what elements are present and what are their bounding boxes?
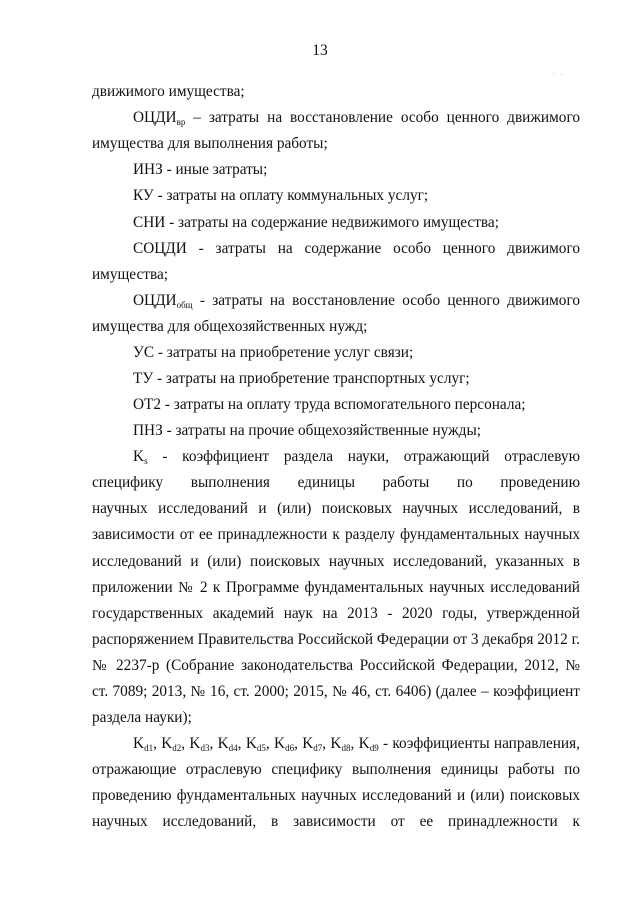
symbol: $K_s$	[133, 448, 148, 466]
text-line: специфику выполнения единицы работы по проведению	[92, 474, 580, 491]
text-line: приложении № 2 к Программе фундаментальных научных исследований	[92, 579, 580, 596]
coefficient-symbol: $K_{d3}$	[189, 735, 210, 753]
text-line: исследований и (или) поисковых научных исследований, указанных в	[92, 553, 580, 570]
text-line: № 2237-р (Собрание законодательства Российской Федерации, 2012, №	[92, 657, 580, 674]
definition-sni: СНИ - затраты на содержание недвижимого имущества;	[133, 214, 499, 231]
coefficient-symbol: $K_{d6}$	[274, 735, 295, 753]
definition-ot2: ОТ2 - затраты на оплату труда вспомогательного персонала;	[133, 396, 526, 413]
coefficient-symbol: $K_{d9}$	[358, 735, 379, 753]
text-line: научных исследований и (или) поисковых научных исследований, в	[92, 500, 580, 517]
coefficient-list: $K_{d1}$, $K_{d2}$, $K_{d3}$, $K_{d4}$, $K_{d5}$, $K_{d6}$, $K_{d7}$, $K_{d8}$, $K_{d9}$	[133, 735, 379, 753]
definition-ku: КУ - затраты на оплату коммунальных услуг;	[133, 187, 429, 204]
coefficient-symbol: $K_{d1}$	[133, 735, 154, 753]
text-line: имущества;	[92, 266, 168, 283]
text-line: раздела науки);	[92, 709, 192, 726]
definition-socdi: СОЦДИ - затраты на содержание особо ценного движимого	[133, 240, 580, 257]
scan-speck	[561, 74, 562, 75]
definition-tu: ТУ - затраты на приобретение транспортных услуг;	[133, 370, 470, 387]
text-line: распоряжением Правительства Российской Федерации от 3 декабря 2012 г.	[92, 631, 580, 648]
coefficient-symbol: $K_{d8}$	[330, 735, 351, 753]
definition-ks: $K_s$ - коэффициент раздела науки, отражающий отраслевую	[133, 448, 580, 466]
symbol: $ОЦДИ_{общ}$	[133, 292, 193, 310]
definition-kd: $K_{d1}$, $K_{d2}$, $K_{d3}$, $K_{d4}$, $K_{d5}$, $K_{d6}$, $K_{d7}$, $K_{d8}$, $K_{d9}$ - коэффициенты направления,	[133, 735, 580, 753]
text-line: проведению фундаментальных научных исследований и (или) поисковых	[92, 787, 580, 804]
definition-pnz: ПНЗ - затраты на прочие общехозяйственные нужды;	[133, 422, 481, 439]
text-line: государственных академий наук на 2013 - 2020 годы, утвержденной	[92, 605, 580, 622]
coefficient-symbol: $K_{d4}$	[217, 735, 238, 753]
scan-speck	[553, 73, 554, 74]
coefficient-symbol: $K_{d7}$	[302, 735, 323, 753]
text-line: имущества для общехозяйственных нужд;	[92, 318, 368, 335]
definition-us: УС - затраты на приобретение услуг связи;	[133, 344, 414, 361]
definition-inz: ИНЗ - иные затраты;	[133, 161, 268, 178]
definition-ocdi-obsch: $ОЦДИ_{общ}$ - затраты на восстановление особо ценного движимого	[133, 292, 580, 310]
text-line: ст. 7089; 2013, № 16, ст. 2000; 2015, № 46, ст. 6406) (далее – коэффициент	[92, 683, 580, 700]
text-line: отражающие отраслевую специфику выполнения единицы работы по	[92, 761, 580, 778]
text-line: зависимости от ее принадлежности к разделу фундаментальных научных	[92, 526, 580, 543]
coefficient-symbol: $K_{d5}$	[245, 735, 266, 753]
text-line: имущества для выполнения работы;	[92, 135, 328, 152]
definition-ocdi-vr: $ОЦДИ_{вр}$ – затраты на восстановление особо ценного движимого	[133, 109, 580, 127]
coefficient-symbol: $K_{d2}$	[161, 735, 182, 753]
symbol: $ОЦДИ_{вр}$	[133, 109, 186, 127]
text-line: научных исследований, в зависимости от ее принадлежности к	[92, 813, 580, 830]
page-number: 13	[312, 42, 328, 59]
text-line: движимого имущества;	[92, 83, 245, 100]
